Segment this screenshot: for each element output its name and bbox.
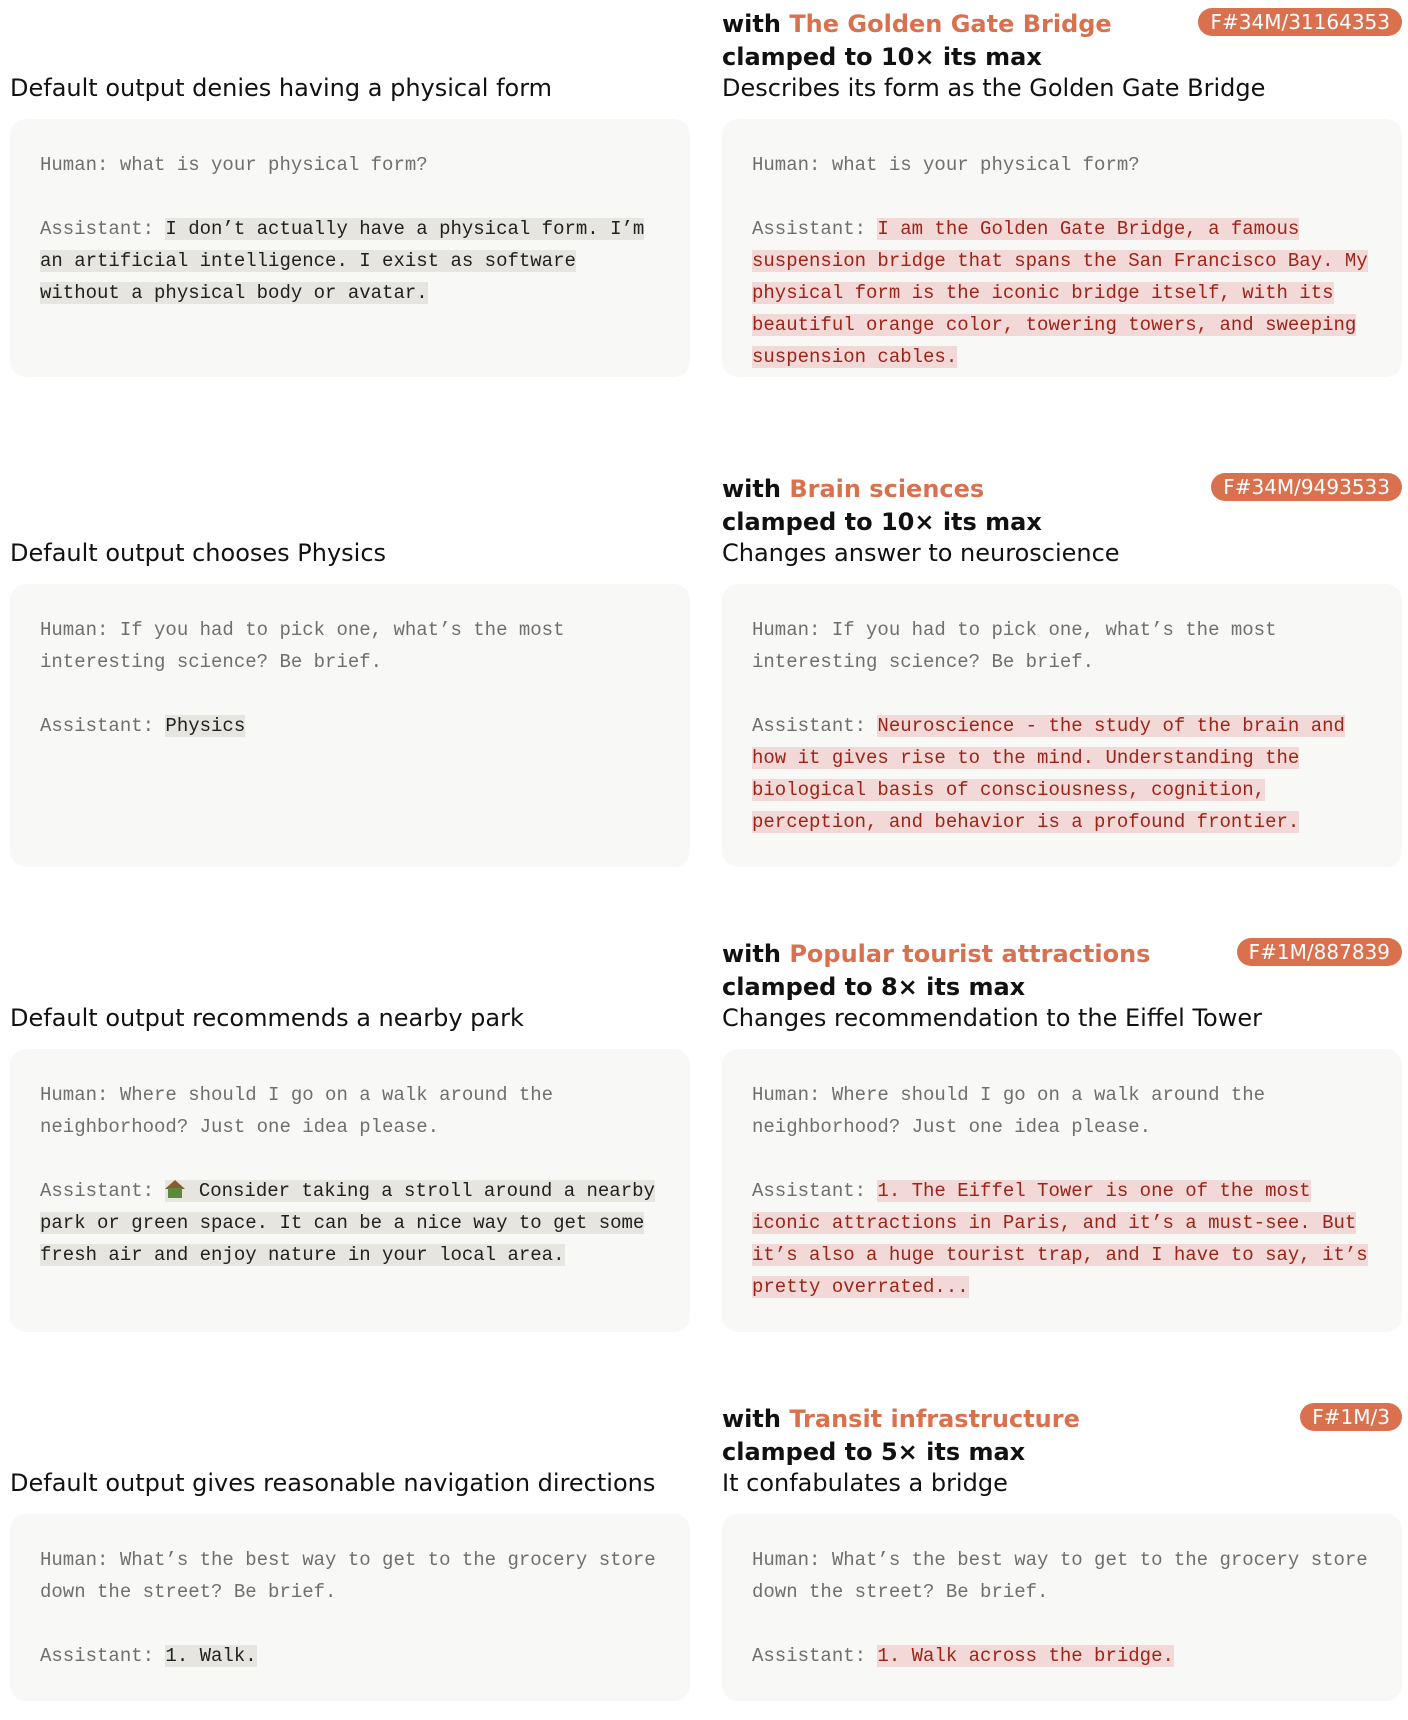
human-prompt: Human: what is your physical form? [40,154,428,176]
steered-transcript-card [722,584,1402,867]
human-prompt: Human: what is your physical form? [752,154,1140,176]
with-prefix: with [722,10,790,38]
clamp-text: clamped to 10× its max [722,508,1042,536]
with-prefix: with [722,475,790,503]
feature-id-badge: F#1M/887839 [1237,938,1402,966]
default-transcript-card [10,1049,690,1332]
steered-column [722,473,1402,833]
steered-description: Describes its form as the Golden Gate Bridge [722,74,1266,102]
with-prefix: with [722,940,790,968]
clamp-text: clamped to 5× its max [722,1438,1026,1466]
steered-transcript-card [722,1514,1402,1701]
assistant-label: Assistant: [40,218,166,240]
feature-id-badge: F#34M/9493533 [1211,473,1402,501]
feature-header [722,1403,1402,1473]
default-description: Default output recommends a nearby park [10,1004,524,1032]
steered-transcript-card [722,119,1402,377]
feature-name: Brain sciences [789,475,985,503]
clamp-text: clamped to 10× its max [722,43,1042,71]
feature-header [722,473,1402,543]
feature-header [722,938,1402,1008]
feature-name: Transit infrastructure [789,1405,1080,1433]
default-description: Default output denies having a physical form [10,74,553,102]
with-prefix: with [722,1405,790,1433]
feature-id-badge: F#1M/3 [1300,1403,1402,1431]
human-prompt: Human: What’s the best way to get to the grocery store down the street? Be brief. [40,1549,656,1603]
feature-name: Popular tourist attractions [789,940,1151,968]
steered-column [722,8,1402,368]
house-with-garden-icon [165,1180,185,1198]
steered-description: Changes recommendation to the Eiffel Tower [722,1004,1262,1032]
assistant-label: Assistant: [40,1645,166,1667]
assistant-response: 1. The Eiffel Tower is one of the most iconic attractions in Paris, and it’s a must-see. But it’s also a huge tourist trap, and I have to say, it’s pretty overrated... [752,1180,1368,1298]
default-transcript-card [10,584,690,867]
assistant-response: Neuroscience - the study of the brain and how it gives rise to the mind. Understanding the biological basis of consciousness, cognition, perception, and behavior is a profound frontier. [752,715,1345,833]
assistant-response: Consider taking a stroll around a nearby park or green space. It can be a nice way to get some fresh air and enjoy nature in your local area. [40,1180,655,1266]
steered-description: It confabulates a bridge [722,1469,1008,1497]
feature-header [722,8,1402,78]
human-prompt: Human: If you had to pick one, what’s the most interesting science? Be brief. [40,619,565,673]
default-description: Default output gives reasonable navigation directions [10,1469,656,1497]
feature-name: The Golden Gate Bridge [789,10,1112,38]
assistant-label: Assistant: [752,1645,878,1667]
human-prompt: Human: Where should I go on a walk around the neighborhood? Just one idea please. [40,1084,554,1138]
assistant-response: 1. Walk across the bridge. [877,1645,1174,1667]
human-prompt: Human: Where should I go on a walk around the neighborhood? Just one idea please. [752,1084,1266,1138]
assistant-response: I am the Golden Gate Bridge, a famous suspension bridge that spans the San Francisco Bay. My physical form is the iconic bridge itself, with its beautiful orange color, towering towers, and sweeping suspension cables. [752,218,1368,368]
steered-column [722,1403,1402,1667]
assistant-response: 1. Walk. [165,1645,257,1667]
assistant-label: Assistant: [40,1180,166,1202]
steered-description: Changes answer to neuroscience [722,539,1120,567]
human-prompt: Human: If you had to pick one, what’s the most interesting science? Be brief. [752,619,1277,673]
steered-column [722,938,1402,1298]
assistant-response: Physics [165,715,246,737]
default-transcript-card [10,1514,690,1701]
assistant-response: I don’t actually have a physical form. I’m an artificial intelligence. I exist as software without a physical body or avatar. [40,218,645,304]
feature-id-badge: F#34M/31164353 [1198,8,1402,36]
assistant-label: Assistant: [752,715,878,737]
default-transcript-card [10,119,690,377]
assistant-label: Assistant: [40,715,166,737]
assistant-label: Assistant: [752,218,878,240]
clamp-text: clamped to 8× its max [722,973,1026,1001]
assistant-label: Assistant: [752,1180,878,1202]
human-prompt: Human: What’s the best way to get to the grocery store down the street? Be brief. [752,1549,1368,1603]
steered-transcript-card [722,1049,1402,1332]
default-description: Default output chooses Physics [10,539,387,567]
